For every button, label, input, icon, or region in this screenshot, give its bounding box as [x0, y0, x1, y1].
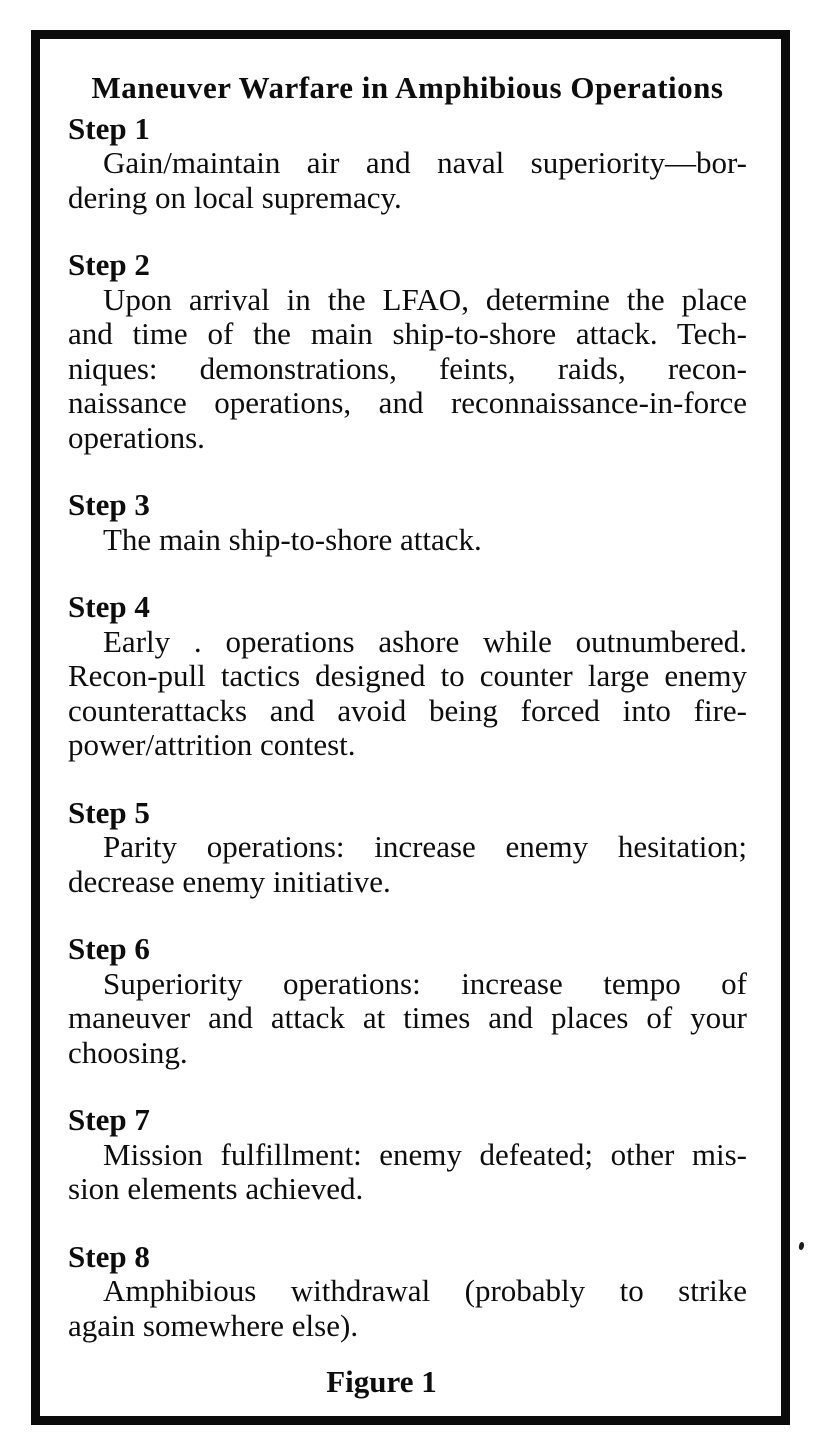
body-line: Gain/maintain air and naval superiority—bor- — [103, 145, 747, 180]
body-line: Amphibious withdrawal (probably to strike — [103, 1273, 747, 1308]
step-section-2 — [68, 248, 747, 455]
body-line: operations. — [68, 419, 205, 455]
step-body-text — [68, 1274, 747, 1343]
step-body-text — [68, 523, 747, 558]
body-line: counterattacks and avoid being forced into fire- — [68, 692, 747, 728]
figure-caption: Figure 1 — [326, 1364, 437, 1399]
body-line: power/attrition contest. — [68, 727, 356, 762]
step-heading: Step 5 — [68, 794, 150, 830]
step-heading: Step 4 — [68, 589, 150, 624]
step-heading: Step 2 — [68, 247, 150, 282]
body-line: Early . operations ashore while outnumbered. — [103, 623, 747, 659]
figure-title: Maneuver Warfare in Amphibious Operations — [91, 70, 724, 105]
body-line: Superiority operations: increase tempo of — [103, 965, 747, 1001]
body-line: again somewhere else). — [68, 1307, 359, 1343]
body-line: dering on local supremacy. — [68, 179, 402, 215]
step-section-7 — [68, 1103, 747, 1207]
body-line: sion elements achieved. — [68, 1171, 364, 1206]
step-section-4 — [68, 590, 747, 763]
step-heading: Step 7 — [68, 1102, 150, 1137]
body-line: Mission fulfillment: enemy defeated; other mis- — [103, 1136, 747, 1172]
step-body-text — [68, 146, 747, 215]
body-line: Upon arrival in the LFAO, determine the place — [103, 281, 747, 317]
step-section-6 — [68, 932, 747, 1070]
figure-border-frame — [31, 30, 790, 1425]
step-body-text — [68, 625, 747, 763]
step-section-8 — [68, 1240, 747, 1344]
body-line: naissance operations, and reconnaissance-in-force — [68, 385, 747, 420]
step-heading: Step 3 — [68, 487, 150, 522]
step-body-text — [68, 830, 747, 899]
body-line: Recon-pull tactics designed to counter large enemy — [68, 658, 747, 693]
step-section-3 — [68, 488, 747, 557]
step-body-text — [68, 1138, 747, 1207]
ink-speck-artifact — [798, 1242, 805, 1251]
step-heading: Step 8 — [68, 1238, 150, 1274]
body-line: niques: demonstrations, feints, raids, recon- — [68, 350, 747, 386]
body-line: Parity operations: increase enemy hesitation; — [103, 829, 747, 864]
body-line: choosing. — [68, 1034, 188, 1070]
step-heading: Step 6 — [68, 931, 150, 966]
step-body-text — [68, 283, 747, 456]
step-section-5 — [68, 796, 747, 900]
step-section-1 — [68, 112, 747, 216]
body-line: decrease enemy initiative. — [68, 863, 391, 899]
body-line: and time of the main ship-to-shore attack. Tech- — [68, 316, 747, 351]
body-line: The main ship-to-shore attack. — [103, 521, 482, 557]
step-heading: Step 1 — [68, 110, 150, 146]
body-line: maneuver and attack at times and places of your — [68, 1000, 747, 1035]
step-body-text — [68, 967, 747, 1071]
